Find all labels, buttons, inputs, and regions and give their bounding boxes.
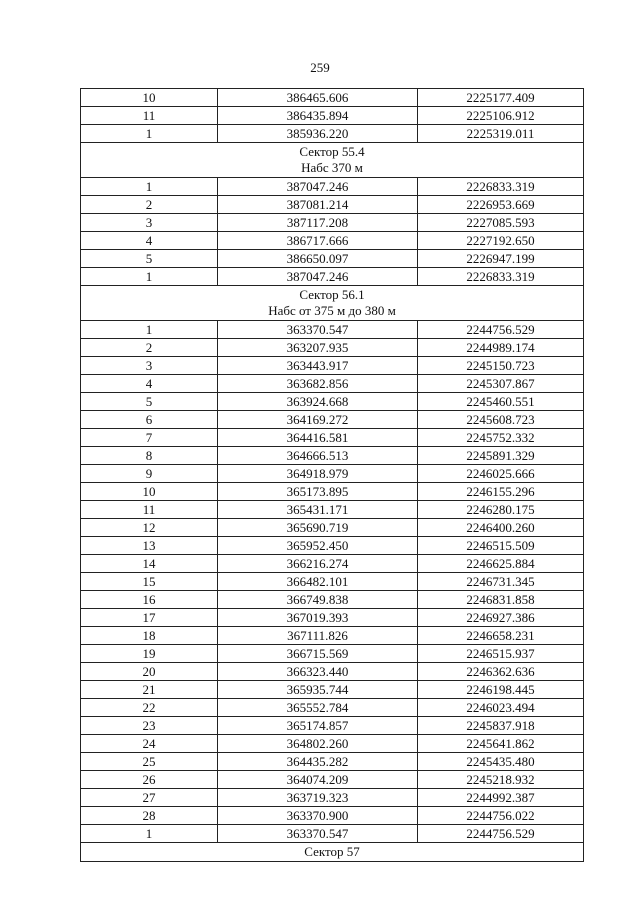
x-coordinate-cell: 386650.097: [218, 250, 418, 268]
point-number-cell: 2: [81, 196, 218, 214]
table-row: [81, 555, 584, 573]
y-coordinate-cell: 2226833.319: [418, 268, 584, 286]
y-coordinate-cell: 2245837.918: [418, 717, 584, 735]
x-coordinate-cell: 363924.668: [218, 393, 418, 411]
point-number-cell: 1: [81, 321, 218, 339]
y-coordinate-cell: 2225177.409: [418, 89, 584, 107]
y-coordinate-cell: 2225106.912: [418, 107, 584, 125]
point-number-cell: 20: [81, 663, 218, 681]
x-coordinate-cell: 363370.900: [218, 807, 418, 825]
table-row: [81, 339, 584, 357]
table-row: [81, 375, 584, 393]
y-coordinate-cell: 2245307.867: [418, 375, 584, 393]
table-row: [81, 789, 584, 807]
sector-title: Сектор 57: [304, 844, 360, 859]
point-number-cell: 9: [81, 465, 218, 483]
y-coordinate-cell: 2246023.494: [418, 699, 584, 717]
page-number: 259: [310, 60, 330, 75]
point-number-cell: 2: [81, 339, 218, 357]
point-number-cell: 5: [81, 250, 218, 268]
point-number-cell: 15: [81, 573, 218, 591]
x-coordinate-cell: 363719.323: [218, 789, 418, 807]
table-row: [81, 573, 584, 591]
point-number-cell: 19: [81, 645, 218, 663]
table-row: [81, 125, 584, 143]
y-coordinate-cell: 2244756.022: [418, 807, 584, 825]
point-number-cell: 10: [81, 483, 218, 501]
x-coordinate-cell: 366323.440: [218, 663, 418, 681]
table-row: [81, 89, 584, 107]
x-coordinate-cell: 367111.826: [218, 627, 418, 645]
table-row: [81, 321, 584, 339]
x-coordinate-cell: 364435.282: [218, 753, 418, 771]
x-coordinate-cell: 387047.246: [218, 178, 418, 196]
point-number-cell: 11: [81, 107, 218, 125]
x-coordinate-cell: 366715.569: [218, 645, 418, 663]
x-coordinate-cell: 366216.274: [218, 555, 418, 573]
sector-header-row: [81, 286, 584, 321]
y-coordinate-cell: 2245891.329: [418, 447, 584, 465]
x-coordinate-cell: 385936.220: [218, 125, 418, 143]
y-coordinate-cell: 2246362.636: [418, 663, 584, 681]
table-row: [81, 645, 584, 663]
table-row: [81, 268, 584, 286]
sector-header-row: [81, 843, 584, 862]
table-row: [81, 807, 584, 825]
table-row: [81, 411, 584, 429]
point-number-cell: 14: [81, 555, 218, 573]
sector-elevation: Набс 370 м: [301, 160, 363, 175]
y-coordinate-cell: 2245460.551: [418, 393, 584, 411]
y-coordinate-cell: 2226947.199: [418, 250, 584, 268]
table-row: [81, 250, 584, 268]
table-row: [81, 609, 584, 627]
x-coordinate-cell: 365552.784: [218, 699, 418, 717]
table-row: [81, 627, 584, 645]
point-number-cell: 27: [81, 789, 218, 807]
y-coordinate-cell: 2246731.345: [418, 573, 584, 591]
point-number-cell: 24: [81, 735, 218, 753]
table-row: [81, 537, 584, 555]
point-number-cell: 22: [81, 699, 218, 717]
table-row: [81, 663, 584, 681]
point-number-cell: 12: [81, 519, 218, 537]
table-row: [81, 393, 584, 411]
point-number-cell: 11: [81, 501, 218, 519]
point-number-cell: 4: [81, 232, 218, 250]
y-coordinate-cell: 2244756.529: [418, 321, 584, 339]
point-number-cell: 3: [81, 357, 218, 375]
y-coordinate-cell: 2245218.932: [418, 771, 584, 789]
y-coordinate-cell: 2244989.174: [418, 339, 584, 357]
point-number-cell: 1: [81, 178, 218, 196]
point-number-cell: 25: [81, 753, 218, 771]
point-number-cell: 3: [81, 214, 218, 232]
point-number-cell: 18: [81, 627, 218, 645]
table-row: [81, 681, 584, 699]
table-row: [81, 465, 584, 483]
point-number-cell: 13: [81, 537, 218, 555]
table-row: [81, 429, 584, 447]
y-coordinate-cell: 2244992.387: [418, 789, 584, 807]
y-coordinate-cell: 2246927.386: [418, 609, 584, 627]
x-coordinate-cell: 387047.246: [218, 268, 418, 286]
x-coordinate-cell: 363207.935: [218, 339, 418, 357]
x-coordinate-cell: 365935.744: [218, 681, 418, 699]
point-number-cell: 1: [81, 825, 218, 843]
table-row: [81, 825, 584, 843]
y-coordinate-cell: 2245641.862: [418, 735, 584, 753]
y-coordinate-cell: 2246025.666: [418, 465, 584, 483]
x-coordinate-cell: 365174.857: [218, 717, 418, 735]
y-coordinate-cell: 2246198.445: [418, 681, 584, 699]
y-coordinate-cell: 2245608.723: [418, 411, 584, 429]
table-row: [81, 483, 584, 501]
y-coordinate-cell: 2246515.509: [418, 537, 584, 555]
coordinates-table-body: [81, 89, 584, 862]
point-number-cell: 28: [81, 807, 218, 825]
sector-header-row: [81, 143, 584, 178]
point-number-cell: 10: [81, 89, 218, 107]
x-coordinate-cell: 364074.209: [218, 771, 418, 789]
table-row: [81, 447, 584, 465]
x-coordinate-cell: 363370.547: [218, 321, 418, 339]
y-coordinate-cell: 2226833.319: [418, 178, 584, 196]
point-number-cell: 1: [81, 125, 218, 143]
table-row: [81, 699, 584, 717]
y-coordinate-cell: 2246280.175: [418, 501, 584, 519]
table-row: [81, 107, 584, 125]
table-row: [81, 717, 584, 735]
point-number-cell: 6: [81, 411, 218, 429]
x-coordinate-cell: 363682.856: [218, 375, 418, 393]
point-number-cell: 8: [81, 447, 218, 465]
x-coordinate-cell: 386717.666: [218, 232, 418, 250]
y-coordinate-cell: 2246515.937: [418, 645, 584, 663]
point-number-cell: 21: [81, 681, 218, 699]
table-row: [81, 519, 584, 537]
x-coordinate-cell: 386435.894: [218, 107, 418, 125]
y-coordinate-cell: 2226953.669: [418, 196, 584, 214]
x-coordinate-cell: 363370.547: [218, 825, 418, 843]
table-row: [81, 232, 584, 250]
x-coordinate-cell: 365690.719: [218, 519, 418, 537]
x-coordinate-cell: 364416.581: [218, 429, 418, 447]
x-coordinate-cell: 364666.513: [218, 447, 418, 465]
x-coordinate-cell: 363443.917: [218, 357, 418, 375]
point-number-cell: 1: [81, 268, 218, 286]
table-row: [81, 591, 584, 609]
table-row: [81, 214, 584, 232]
y-coordinate-cell: 2227085.593: [418, 214, 584, 232]
x-coordinate-cell: 364169.272: [218, 411, 418, 429]
table-row: [81, 178, 584, 196]
point-number-cell: 7: [81, 429, 218, 447]
sector-title: Сектор 55.4: [299, 144, 365, 159]
sector-header-cell: [81, 286, 584, 321]
x-coordinate-cell: 364918.979: [218, 465, 418, 483]
x-coordinate-cell: 365431.171: [218, 501, 418, 519]
y-coordinate-cell: 2227192.650: [418, 232, 584, 250]
x-coordinate-cell: 365173.895: [218, 483, 418, 501]
y-coordinate-cell: 2246658.231: [418, 627, 584, 645]
sector-header-cell: [81, 843, 584, 862]
coordinates-table: [80, 88, 584, 862]
y-coordinate-cell: 2245435.480: [418, 753, 584, 771]
y-coordinate-cell: 2245150.723: [418, 357, 584, 375]
x-coordinate-cell: 387081.214: [218, 196, 418, 214]
point-number-cell: 5: [81, 393, 218, 411]
point-number-cell: 26: [81, 771, 218, 789]
table-row: [81, 357, 584, 375]
y-coordinate-cell: 2244756.529: [418, 825, 584, 843]
x-coordinate-cell: 387117.208: [218, 214, 418, 232]
y-coordinate-cell: 2225319.011: [418, 125, 584, 143]
table-row: [81, 735, 584, 753]
sector-elevation: Набс от 375 м до 380 м: [268, 303, 396, 318]
sector-title: Сектор 56.1: [299, 287, 365, 302]
x-coordinate-cell: 366482.101: [218, 573, 418, 591]
point-number-cell: 17: [81, 609, 218, 627]
table-row: [81, 753, 584, 771]
point-number-cell: 16: [81, 591, 218, 609]
x-coordinate-cell: 367019.393: [218, 609, 418, 627]
point-number-cell: 23: [81, 717, 218, 735]
x-coordinate-cell: 365952.450: [218, 537, 418, 555]
table-row: [81, 196, 584, 214]
point-number-cell: 4: [81, 375, 218, 393]
sector-header-cell: [81, 143, 584, 178]
table-row: [81, 501, 584, 519]
y-coordinate-cell: 2246831.858: [418, 591, 584, 609]
y-coordinate-cell: 2245752.332: [418, 429, 584, 447]
y-coordinate-cell: 2246400.260: [418, 519, 584, 537]
x-coordinate-cell: 364802.260: [218, 735, 418, 753]
table-row: [81, 771, 584, 789]
y-coordinate-cell: 2246625.884: [418, 555, 584, 573]
y-coordinate-cell: 2246155.296: [418, 483, 584, 501]
x-coordinate-cell: 366749.838: [218, 591, 418, 609]
x-coordinate-cell: 386465.606: [218, 89, 418, 107]
